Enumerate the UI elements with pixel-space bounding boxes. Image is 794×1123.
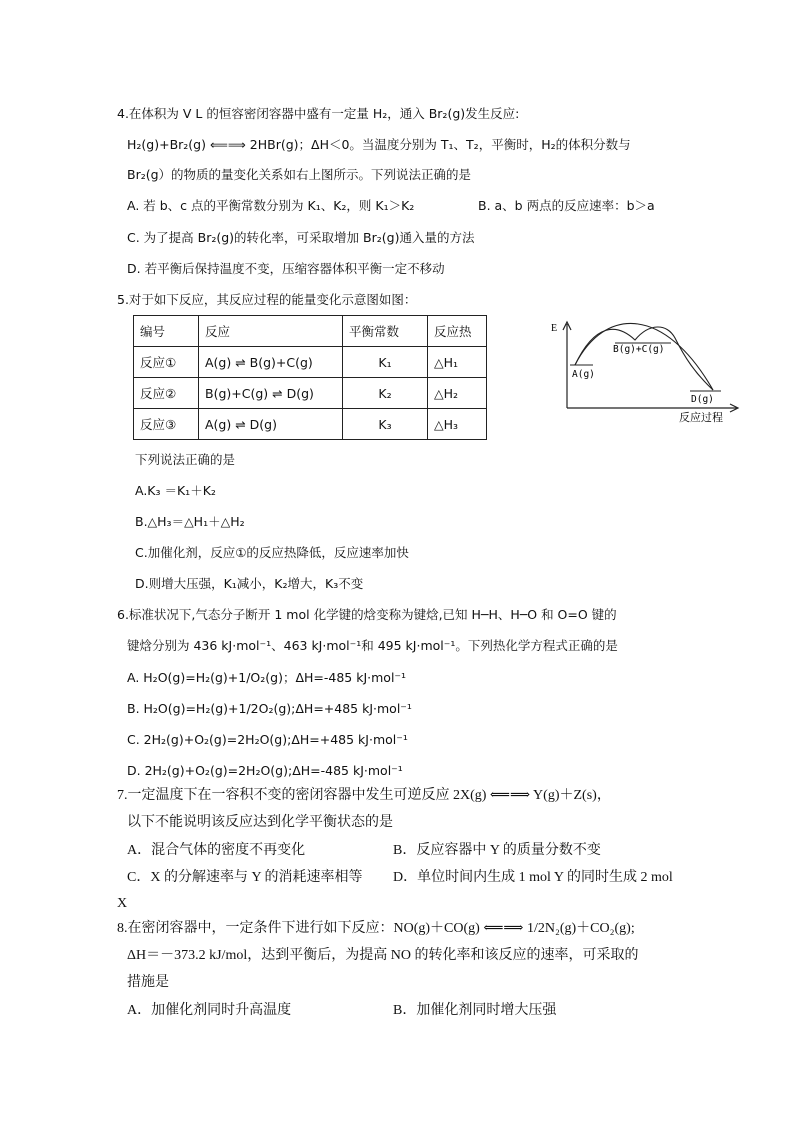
q5-option-c: C.加催化剂，反应①的反应热降低，反应速率加快	[135, 545, 409, 560]
table-cell: △H₁	[428, 347, 487, 378]
q7-option-b: B．反应容器中 Y 的质量分数不变	[393, 843, 601, 858]
table-cell: K₁	[343, 347, 428, 378]
q7-option-c: C．X 的分解速率与 Y 的消耗速率相等	[127, 870, 363, 885]
q6-option-d: D. 2H₂(g)+O₂(g)=2H₂O(g);ΔH=-485 kJ·mol⁻¹	[127, 763, 403, 778]
q6-stem-line1: 6.标准状况下,气态分子断开 1 mol 化学键的焓变称为键焓,已知 H─H、H─O 和 O=O 键的	[117, 607, 617, 622]
q7-option-d: D．单位时间内生成 1 mol Y 的同时生成 2 mol	[393, 870, 673, 885]
state-bc-label: B(g)+C(g)	[613, 344, 665, 355]
table-cell: 反应①	[134, 347, 199, 378]
q8-option-a: A．加催化剂同时升高温度	[127, 1003, 292, 1018]
q8-stem-line1: 8.在密闭容器中，一定条件下进行如下反应：NO(g)＋CO(g) ⟸⟹ 1/2N₂(g)＋CO₂(g);	[117, 921, 635, 936]
q4-stem-line2: H₂(g)+Br₂(g) ⟸⟹ 2HBr(g)；ΔH＜0。当温度分别为 T₁、T₂，平衡时，H₂的体积分数与	[127, 137, 631, 152]
table-header-number: 编号	[134, 316, 199, 347]
table-row	[134, 378, 487, 409]
q7-stem-line1: 7.一定温度下在一容积不变的密闭容器中发生可逆反应 2X(g) ⟸⟹ Y(g)＋Z(s)，	[117, 788, 611, 803]
q4-stem-line1: 4.在体积为 V L 的恒容密闭容器中盛有一定量 H₂，通入 Br₂(g)发生反应:	[117, 106, 520, 121]
table-header-constant: 平衡常数	[343, 316, 428, 347]
table-cell: A(g) ⇌ B(g)+C(g)	[199, 347, 343, 378]
table-row	[134, 409, 487, 440]
q6-option-a: A. H₂O(g)=H₂(g)+1/O₂(g)；ΔH=-485 kJ·mol⁻¹	[127, 670, 407, 685]
energy-diagram	[545, 318, 745, 428]
q6-stem-line2: 键焓分别为 436 kJ·mol⁻¹、463 kJ·mol⁻¹和 495 kJ·mol⁻¹。下列热化学方程式正确的是	[127, 638, 618, 653]
q7-option-a: A．混合气体的密度不再变化	[127, 843, 306, 858]
table-cell: K₃	[343, 409, 428, 440]
table-header-heat: 反应热	[428, 316, 487, 347]
q5-option-d: D.则增大压强，K₁减小，K₂增大，K₃不变	[135, 576, 364, 591]
table-cell: 反应③	[134, 409, 199, 440]
q5-option-b: B.△H₃＝△H₁＋△H₂	[135, 514, 245, 529]
table-cell: △H₂	[428, 378, 487, 409]
y-axis-label: E	[551, 323, 558, 334]
q6-option-c: C. 2H₂(g)+O₂(g)=2H₂O(g);ΔH=+485 kJ·mol⁻¹	[127, 732, 408, 747]
q4-stem-line3: Br₂(g）的物质的量变化关系如右上图所示。下列说法正确的是	[127, 167, 472, 182]
table-cell: A(g) ⇌ D(g)	[199, 409, 343, 440]
x-axis-label: 反应过程	[679, 411, 723, 424]
state-a-label: A(g)	[572, 369, 595, 380]
table-cell: K₂	[343, 378, 428, 409]
state-d-label: D(g)	[691, 394, 714, 405]
q4-option-b: B. a、b 两点的反应速率：b＞a	[478, 198, 655, 213]
table-row	[134, 347, 487, 378]
table-row	[134, 316, 487, 347]
q8-option-b: B．加催化剂同时增大压强	[393, 1003, 557, 1018]
q8-stem-line3: 措施是	[127, 975, 169, 990]
table-cell: B(g)+C(g) ⇌ D(g)	[199, 378, 343, 409]
table-cell: 反应②	[134, 378, 199, 409]
table-header-reaction: 反应	[199, 316, 343, 347]
q5-reaction-table	[133, 315, 487, 440]
pathway-two-step	[575, 327, 713, 390]
table-cell: △H₃	[428, 409, 487, 440]
q4-option-a: A. 若 b、c 点的平衡常数分别为 K₁、K₂，则 K₁＞K₂	[127, 198, 415, 213]
q8-stem-line2: ΔH＝－373.2 kJ/mol，达到平衡后，为提高 NO 的转化率和该反应的速率，可采取的	[127, 948, 639, 963]
q4-option-c: C. 为了提高 Br₂(g)的转化率，可采取增加 Br₂(g)通入量的方法	[127, 230, 475, 245]
q6-option-b: B. H₂O(g)=H₂(g)+1/2O₂(g);ΔH=+485 kJ·mol⁻¹	[127, 701, 412, 716]
q7-option-d-wrap: X	[117, 896, 128, 911]
q5-prompt: 下列说法正确的是	[135, 452, 236, 467]
q7-stem-line2: 以下不能说明该反应达到化学平衡状态的是	[127, 815, 393, 830]
pathway-single-step	[575, 323, 713, 390]
q5-stem: 5.对于如下反应，其反应过程的能量变化示意图如图：	[117, 292, 417, 307]
q5-option-a: A.K₃ ＝K₁＋K₂	[135, 483, 216, 498]
q4-option-d: D. 若平衡后保持温度不变，压缩容器体积平衡一定不移动	[127, 261, 445, 276]
